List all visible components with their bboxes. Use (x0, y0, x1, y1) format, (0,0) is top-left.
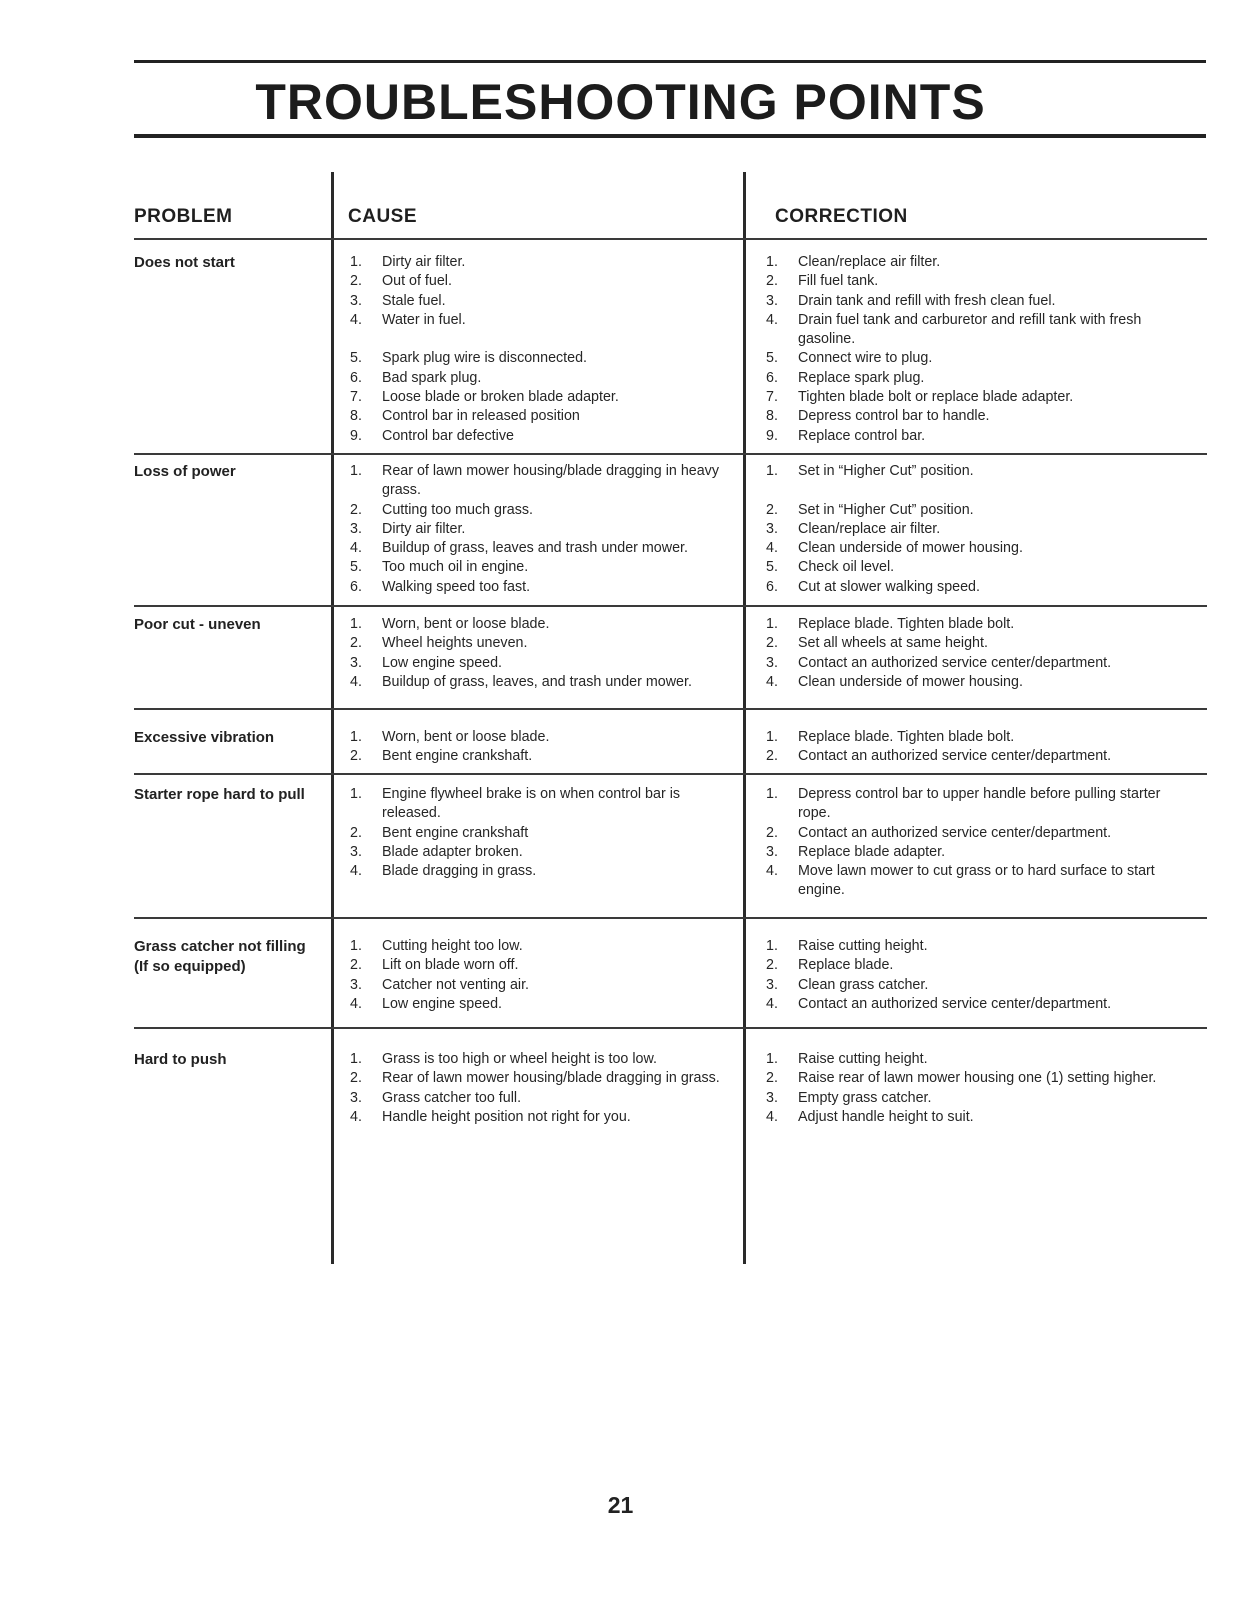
item-number: 9. (766, 427, 778, 444)
item-number: 2. (350, 824, 362, 841)
item-number: 2. (350, 501, 362, 518)
item-text: Clean/replace air filter. (798, 520, 941, 537)
item-number: 1. (766, 729, 778, 745)
correction-item (766, 369, 1196, 388)
item-text: Worn, bent or loose blade. (382, 616, 550, 632)
problem-label: Does not start (134, 254, 235, 271)
item-text: Contact an authorized service center/department. (798, 748, 1112, 765)
header-cause: CAUSE (348, 206, 418, 227)
item-text: Adjust handle height to suit. (798, 1108, 974, 1125)
cause-list (350, 615, 740, 692)
cause-item (350, 728, 740, 747)
cause-item (350, 558, 740, 577)
item-text: Too much oil in engine. (382, 559, 529, 576)
item-text: Bad spark plug. (382, 369, 482, 386)
problem-label: Excessive vibration (134, 729, 275, 746)
item-number: 1. (766, 938, 778, 954)
item-number: 1. (766, 616, 778, 632)
item-number: 5. (766, 559, 778, 576)
item-text: Bent engine crankshaft. (382, 748, 533, 765)
correction-item (766, 937, 1196, 956)
correction-item (766, 462, 1196, 481)
item-number: 4. (350, 1108, 362, 1125)
item-number: 6. (350, 578, 362, 595)
item-text: Wheel heights uneven. (382, 635, 528, 652)
cause-item (350, 673, 740, 692)
item-number: 3. (766, 520, 778, 537)
correction-item (766, 578, 1196, 597)
item-number: 2. (350, 957, 362, 974)
correction-item (766, 673, 1196, 692)
item-text: Clean underside of mower housing. (798, 673, 1023, 690)
item-text: Worn, bent or loose blade. (382, 729, 550, 745)
cause-item (350, 292, 740, 311)
item-text: Loose blade or broken blade adapter. (382, 389, 619, 406)
cause-item (350, 369, 740, 388)
cause-item (350, 349, 740, 368)
item-text: Move lawn mower to cut grass or to hard surface to start engine. (798, 863, 1155, 899)
item-number: 4. (766, 863, 778, 880)
item-text: Replace control bar. (798, 427, 926, 444)
item-text: Set in “Higher Cut” position. (798, 501, 974, 518)
cause-item (350, 976, 740, 995)
cause-item (350, 407, 740, 426)
correction-item (766, 862, 1196, 901)
correction-item (766, 1050, 1196, 1069)
cause-list (350, 728, 740, 767)
item-number: 1. (350, 616, 362, 632)
item-number: 3. (350, 520, 362, 537)
item-number: 3. (350, 976, 362, 993)
correction-item (766, 843, 1196, 862)
item-number: 3. (350, 1089, 362, 1106)
cause-item (350, 272, 740, 291)
item-number: 4. (350, 311, 362, 328)
item-text: Catcher not venting air. (382, 976, 530, 993)
cause-item (350, 956, 740, 975)
item-text: Control bar defective (382, 427, 514, 444)
item-number: 2. (766, 957, 778, 974)
cause-list (350, 1050, 740, 1127)
header-problem: PROBLEM (134, 206, 233, 227)
item-text: Tighten blade bolt or replace blade adapter. (798, 389, 1074, 406)
item-number: 2. (766, 273, 778, 290)
cause-item (350, 937, 740, 956)
correction-item (766, 654, 1196, 673)
cause-item (350, 462, 740, 501)
correction-item (766, 539, 1196, 558)
item-text: Replace blade. (798, 957, 894, 974)
correction-list (766, 462, 1196, 597)
page-title: TROUBLESHOOTING POINTS (255, 74, 986, 130)
item-text: Buildup of grass, leaves and trash under mower. (382, 540, 688, 557)
item-number: 2. (350, 748, 362, 765)
item-number: 4. (766, 311, 778, 328)
item-text: Depress control bar to handle. (798, 408, 990, 425)
item-text: Empty grass catcher. (798, 1089, 932, 1106)
cause-list (350, 937, 740, 1014)
correction-item (766, 427, 1196, 446)
cause-item (350, 311, 740, 330)
cause-item (350, 253, 740, 272)
item-text: Grass catcher too full. (382, 1089, 522, 1106)
item-number: 7. (350, 389, 362, 406)
correction-item (766, 407, 1196, 426)
item-text: Low engine speed. (382, 995, 503, 1012)
item-text: Dirty air filter. (382, 520, 466, 537)
cause-item (350, 747, 740, 766)
correction-item (766, 785, 1196, 824)
row-separator (134, 917, 1207, 919)
correction-item (766, 995, 1196, 1014)
correction-item (766, 520, 1196, 539)
item-number: 7. (766, 389, 778, 406)
item-text: Blade adapter broken. (382, 843, 523, 860)
item-text: Bent engine crankshaft (382, 824, 529, 841)
item-number: 6. (766, 369, 778, 386)
problem-label: Grass catcher not filling (If so equipped) (134, 938, 306, 975)
item-number: 2. (766, 748, 778, 765)
item-text: Rear of lawn mower housing/blade dragging in heavy grass. (382, 463, 719, 499)
cause-item (350, 824, 740, 843)
item-text: Check oil level. (798, 559, 895, 576)
item-number: 4. (766, 673, 778, 690)
row-separator (134, 773, 1207, 775)
row-separator (134, 238, 1207, 240)
correction-item (766, 349, 1196, 368)
item-number: 2. (766, 501, 778, 518)
item-number: 1. (350, 729, 362, 745)
item-number: 6. (766, 578, 778, 595)
item-number: 4. (766, 1108, 778, 1125)
item-text: Stale fuel. (382, 292, 446, 309)
cause-item (350, 1089, 740, 1108)
item-text: Rear of lawn mower housing/blade dragging in grass. (382, 1070, 720, 1087)
item-text: Walking speed too fast. (382, 578, 531, 595)
correction-item (766, 292, 1196, 311)
correction-item (766, 272, 1196, 291)
cause-item (350, 995, 740, 1014)
item-number: 4. (350, 540, 362, 557)
item-number: 1. (350, 938, 362, 954)
row-separator (134, 708, 1207, 710)
correction-item (766, 1108, 1196, 1127)
item-number: 1. (766, 786, 778, 802)
row-separator (134, 605, 1207, 607)
item-number: 2. (350, 1070, 362, 1087)
correction-item (766, 388, 1196, 407)
item-number: 1. (350, 1051, 362, 1067)
cause-item (350, 862, 740, 881)
item-number: 8. (766, 408, 778, 425)
correction-list (766, 615, 1196, 692)
item-number: 4. (766, 995, 778, 1012)
item-number: 1. (350, 254, 362, 270)
item-text: Fill fuel tank. (798, 273, 879, 290)
correction-item (766, 311, 1196, 350)
cause-item (350, 1050, 740, 1069)
item-number: 5. (350, 559, 362, 576)
item-number: 2. (766, 635, 778, 652)
cause-item (350, 785, 740, 824)
problem-label: Loss of power (134, 463, 236, 480)
item-text: Depress control bar to upper handle before pulling starter rope. (798, 786, 1161, 822)
item-number: 4. (766, 540, 778, 557)
item-number: 3. (766, 654, 778, 671)
cause-list (350, 462, 740, 597)
correction-item (766, 481, 1196, 500)
item-text: Water in fuel. (382, 311, 466, 328)
item-text: Blade dragging in grass. (382, 863, 537, 880)
correction-item (766, 253, 1196, 272)
cause-item (350, 501, 740, 520)
item-number: 2. (766, 824, 778, 841)
item-text: Connect wire to plug. (798, 350, 933, 367)
item-number: 1. (766, 1051, 778, 1067)
correction-item (766, 615, 1196, 634)
item-text: Cut at slower walking speed. (798, 578, 980, 595)
correction-list (766, 937, 1196, 1014)
item-text: Low engine speed. (382, 654, 503, 671)
cause-item (350, 388, 740, 407)
problem-label: Hard to push (134, 1051, 227, 1068)
item-number: 4. (350, 995, 362, 1012)
item-text: Engine flywheel brake is on when control bar is released. (382, 786, 681, 822)
item-number: 4. (350, 863, 362, 880)
item-number: 2. (350, 635, 362, 652)
cause-list (350, 253, 740, 446)
item-text: Contact an authorized service center/department. (798, 824, 1112, 841)
problem-label: Poor cut - uneven (134, 616, 261, 633)
item-number: 3. (766, 976, 778, 993)
item-number: 1. (766, 254, 778, 270)
item-number: 3. (350, 292, 362, 309)
cause-item (350, 427, 740, 446)
cause-item (350, 1108, 740, 1127)
correction-item (766, 634, 1196, 653)
item-text: Cutting too much grass. (382, 501, 533, 518)
item-number: 8. (350, 408, 362, 425)
top-rule (134, 60, 1206, 63)
item-text: Set in “Higher Cut” position. (798, 463, 974, 479)
item-text: Dirty air filter. (382, 254, 466, 270)
cause-item (350, 634, 740, 653)
correction-item (766, 728, 1196, 747)
item-text: Contact an authorized service center/department. (798, 654, 1112, 671)
item-text: Drain fuel tank and carburetor and refill tank with fresh gasoline. (798, 311, 1142, 348)
correction-item (766, 1089, 1196, 1108)
correction-list (766, 1050, 1196, 1127)
header-correction: CORRECTION (775, 206, 908, 227)
column-divider-right (743, 172, 746, 1264)
item-number: 3. (766, 843, 778, 860)
correction-item (766, 1069, 1196, 1088)
item-number: 4. (350, 673, 362, 690)
correction-item (766, 501, 1196, 520)
item-text: Handle height position not right for you. (382, 1108, 631, 1125)
item-text: Contact an authorized service center/department. (798, 995, 1112, 1012)
item-number: 1. (350, 463, 362, 479)
item-text: Control bar in released position (382, 408, 580, 425)
item-text: Replace blade. Tighten blade bolt. (798, 729, 1015, 745)
item-text: Replace blade. Tighten blade bolt. (798, 616, 1015, 632)
item-text: Lift on blade worn off. (382, 957, 519, 974)
item-number: 2. (350, 273, 362, 290)
row-separator (134, 453, 1207, 455)
item-number: 2. (766, 1070, 778, 1087)
item-number: 5. (766, 350, 778, 367)
item-text: Out of fuel. (382, 273, 452, 290)
correction-item (766, 747, 1196, 766)
item-text: Set all wheels at same height. (798, 635, 988, 652)
item-text: Grass is too high or wheel height is too low. (382, 1051, 657, 1067)
item-number: 5. (350, 350, 362, 367)
item-number: 3. (350, 654, 362, 671)
item-text (350, 330, 740, 349)
correction-item (766, 956, 1196, 975)
page-number: 21 (607, 1492, 634, 1518)
item-text: Raise cutting height. (798, 1051, 928, 1067)
item-text: Raise rear of lawn mower housing one (1) setting higher. (798, 1070, 1157, 1087)
item-number: 6. (350, 369, 362, 386)
cause-item (350, 1069, 740, 1088)
item-text: Clean grass catcher. (798, 976, 929, 993)
item-number: 3. (350, 843, 362, 860)
item-number: 3. (766, 1089, 778, 1106)
title-underline (134, 134, 1206, 138)
column-divider-left (331, 172, 334, 1264)
item-text: Replace blade adapter. (798, 843, 946, 860)
item-text: Buildup of grass, leaves, and trash under mower. (382, 673, 692, 690)
row-separator (134, 1027, 1207, 1029)
correction-item (766, 558, 1196, 577)
item-number: 1. (350, 786, 362, 802)
correction-list (766, 253, 1196, 446)
item-text: Clean/replace air filter. (798, 254, 941, 270)
correction-list (766, 785, 1196, 901)
item-text: Drain tank and refill with fresh clean fuel. (798, 292, 1056, 309)
item-number: 1. (766, 463, 778, 479)
cause-item (350, 578, 740, 597)
cause-list (350, 785, 740, 881)
correction-item (766, 976, 1196, 995)
cause-item (350, 539, 740, 558)
correction-list (766, 728, 1196, 767)
cause-item (350, 654, 740, 673)
item-text: Raise cutting height. (798, 938, 928, 954)
problem-label: Starter rope hard to pull (134, 786, 305, 803)
item-number: 9. (350, 427, 362, 444)
cause-item (350, 843, 740, 862)
item-number: 3. (766, 292, 778, 309)
correction-item (766, 824, 1196, 843)
item-text: Replace spark plug. (798, 369, 925, 386)
item-text (766, 481, 1196, 500)
cause-item (350, 615, 740, 634)
item-text: Cutting height too low. (382, 938, 523, 954)
cause-item (350, 520, 740, 539)
item-text: Clean underside of mower housing. (798, 540, 1023, 557)
cause-item (350, 330, 740, 349)
item-text: Spark plug wire is disconnected. (382, 350, 588, 367)
